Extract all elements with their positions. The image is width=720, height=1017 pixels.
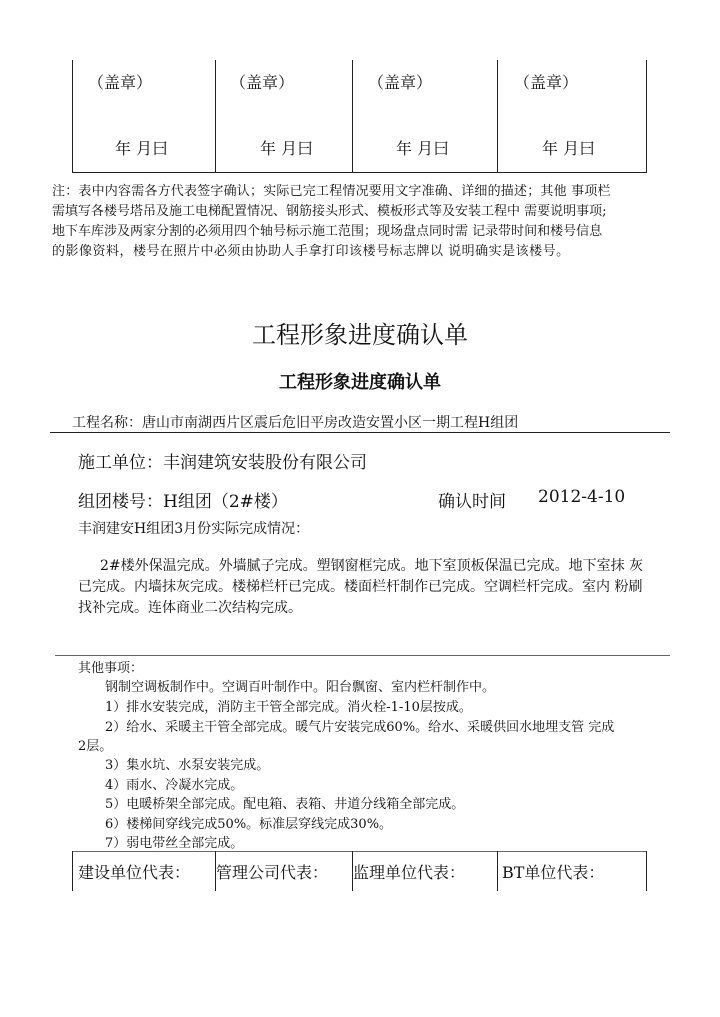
date-label: 年 月曰 <box>260 139 314 158</box>
table-border <box>72 172 647 173</box>
date-label: 年 月曰 <box>542 139 596 158</box>
table-border <box>215 60 216 172</box>
table-border <box>646 60 647 172</box>
table-border <box>497 851 498 891</box>
note-line: 需填写各楼号塔吊及施工电梯配置情况、钢筋接头形式、模板形式等及安装工程中 需要说明事项; <box>52 204 607 219</box>
other-line: 1）排水安装完成，消防主干管全部完成。消火栓-1-10层按成。 <box>105 700 472 715</box>
project-name: 工程名称：唐山市南湖西片区震后危旧平房改造安置小区一期工程H组团 <box>72 415 519 431</box>
sign-label-bt: BT单位代表： <box>502 863 605 882</box>
table-border <box>497 60 498 172</box>
table-border <box>72 851 73 891</box>
progress-line: 已完成。内墙抹灰完成。楼梯栏杆已完成。楼面栏杆制作已完成。空调栏杆完成。室内 粉刷 <box>78 579 643 595</box>
progress-line: 2#楼外保温完成。外墙腻子完成。塑钢窗框完成。地下室顶板保温已完成。地下室抹 灰 <box>100 558 644 574</box>
other-heading: 其他事项： <box>78 661 144 676</box>
sign-label-supervisor: 监理单位代表： <box>353 863 466 882</box>
seal-label: （盖章） <box>368 73 433 92</box>
seal-label: （盖章） <box>88 73 153 92</box>
other-line: 4）雨水、冷凝水完成。 <box>105 778 244 793</box>
note-line: 注：表中内容需各方代表签字确认；实际已完工程情况要用文字准确、详细的描述；其他 事项栏 <box>52 184 611 199</box>
other-line: 7）弱电带丝全部完成。 <box>105 836 244 851</box>
progress-heading: 丰润建安H组团3月份实际完成情况： <box>78 521 310 537</box>
contractor: 施工单位：丰润建筑安装股份有限公司 <box>78 453 367 473</box>
confirm-date: 2012-4-10 <box>538 487 626 507</box>
date-label: 年 月曰 <box>396 139 450 158</box>
divider <box>55 655 670 656</box>
table-border <box>72 851 647 852</box>
other-line: 3）集水坑、水泵安装完成。 <box>105 758 270 773</box>
other-line: 钢制空调板制作中。空调百叶制作中。阳台飘窗、室内栏杆制作中。 <box>105 680 496 695</box>
divider <box>50 432 670 433</box>
note-line: 地下车库涉及两家分割的必须用四个轴号标示施工范围；现场盘点同时需 记录带时间和楼号信息 <box>52 224 603 239</box>
building-number: 组团楼号：H组团（2#楼） <box>78 492 288 512</box>
sign-label-builder: 建设单位代表： <box>78 863 191 882</box>
seal-label: （盖章） <box>230 73 295 92</box>
other-line: 2）给水、采暖主干管全部完成。暖气片安装完成60%。给水、采暖供回水地埋支管 完成 <box>105 720 615 735</box>
page-title: 工程形象进度确认单 <box>252 321 468 349</box>
date-label: 年 月曰 <box>115 139 169 158</box>
other-line: 6）楼梯间穿线完成50%。标准层穿线完成30%。 <box>105 817 393 832</box>
sign-label-management: 管理公司代表： <box>216 863 329 882</box>
other-line: 5）电暖桥架全部完成。配电箱、表箱、井道分线箱全部完成。 <box>105 797 465 812</box>
table-border <box>352 60 353 172</box>
form-title: 工程形象进度确认单 <box>279 372 441 393</box>
confirm-time-label: 确认时间 <box>438 492 506 512</box>
other-line: 2层。 <box>78 739 113 754</box>
table-border <box>72 60 73 172</box>
progress-line: 找补完成。连体商业二次结构完成。 <box>78 600 302 616</box>
seal-label: （盖章） <box>514 73 579 92</box>
note-line: 的影像资料，楼号在照片中必须由协助人手拿打印该楼号标志牌以 说明确实是该楼号。 <box>52 244 570 259</box>
table-border <box>646 851 647 891</box>
